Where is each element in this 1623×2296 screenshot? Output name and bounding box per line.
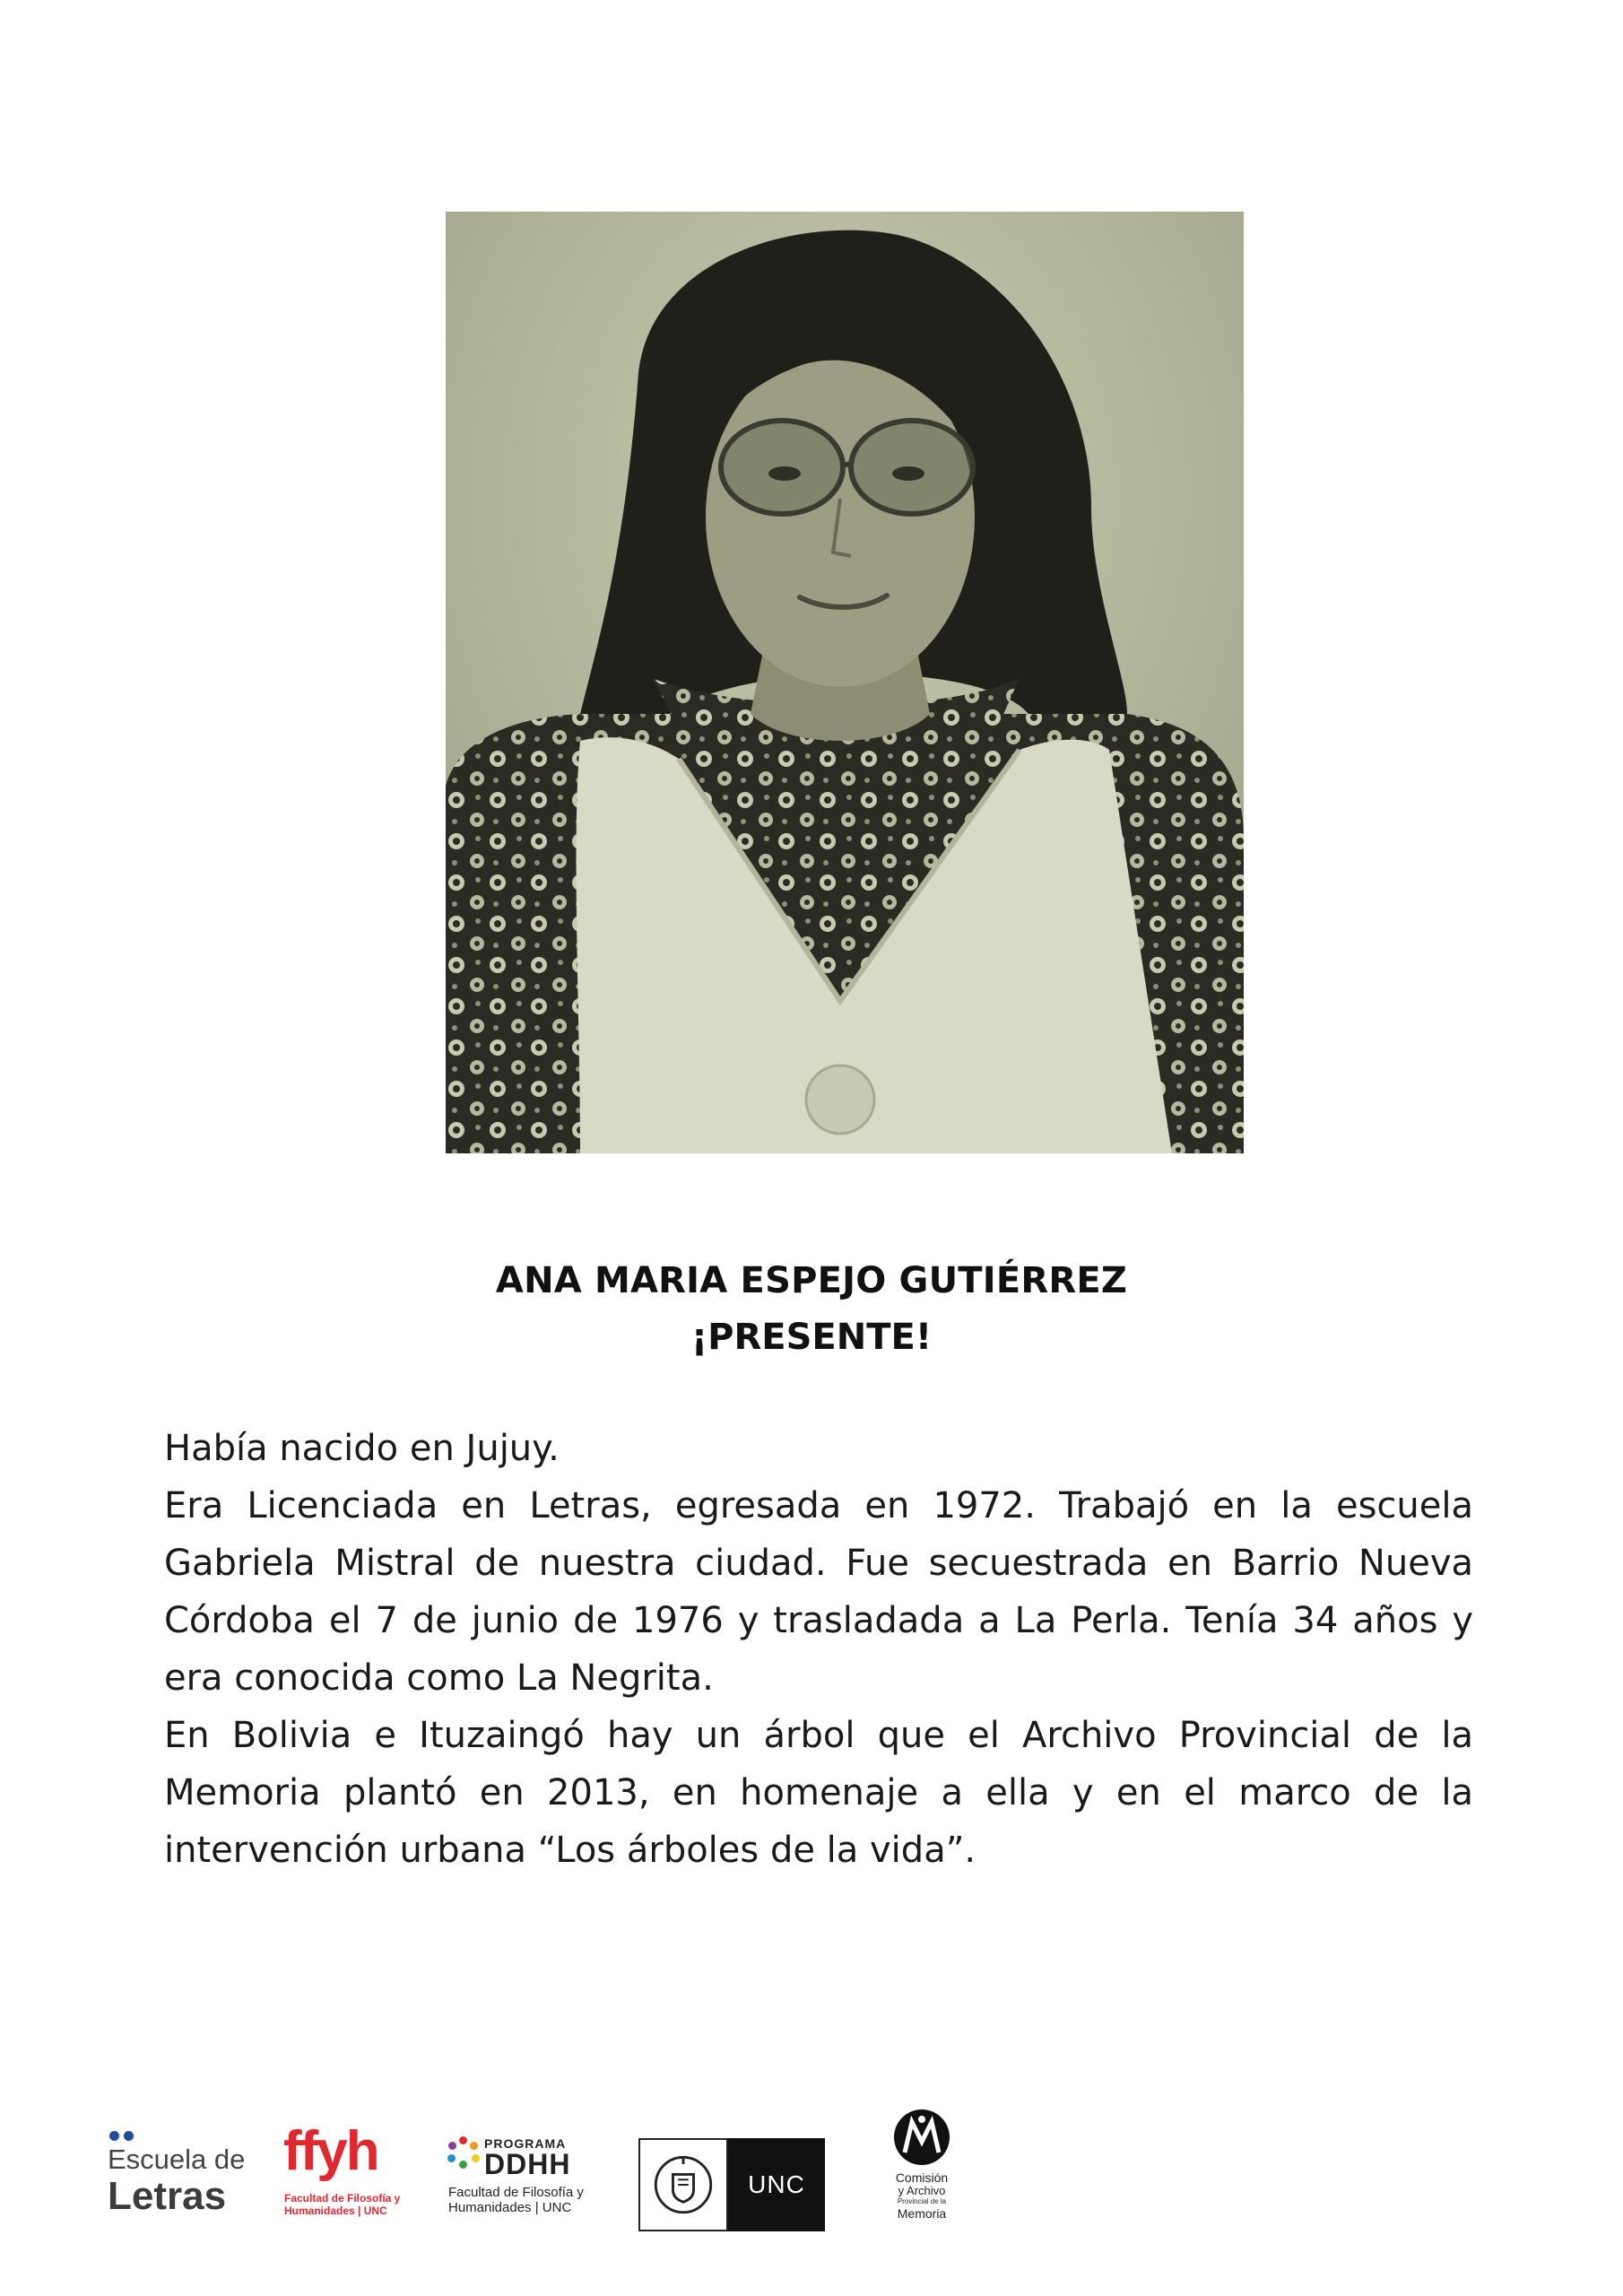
memoria-line2: y Archivo: [898, 2184, 946, 2197]
ffyh-logo: [283, 2120, 409, 2232]
ffyh-logo-mark: ffyh: [283, 2120, 378, 2182]
memoria-line4: Memoria: [897, 2206, 947, 2221]
memoria-line1: Comisión: [895, 2170, 949, 2185]
unc-shield-icon: [638, 2138, 728, 2231]
ddhh-program-label: PROGRAMA: [484, 2136, 567, 2151]
bio-paragraph-tribute: En Bolivia e Ituzaingó hay un árbol que el Archivo Provincial de la Memoria plantó en 2013, en homenaje a ella y en el marco de la intervención urbana “Los árboles de la vida”.: [164, 1715, 1473, 1871]
unc-label: UNC: [728, 2138, 825, 2231]
letras-dots-icon: [109, 2127, 138, 2144]
memoria-line3: Provincial de la: [897, 2197, 947, 2205]
escuela-letras-logo: [108, 2127, 260, 2226]
ddhh-program-logo: [447, 2136, 599, 2226]
ddhh-dots-icon: [447, 2136, 481, 2170]
portrait-image: [446, 212, 1244, 1153]
bio-paragraph-career: Era Licenciada en Letras, egresada en 1972. Trabajó en la escuela Gabriela Mistral de nuestra ciudad. Fue secuestrada en Barrio Nueva Córdoba el 7 de junio de 1976 y trasladada a La Perla. Tenía 34 años y era conocida como La Negrita.: [164, 1485, 1473, 1699]
ddhh-title: DDHH: [484, 2148, 571, 2180]
unc-logo: [638, 2138, 827, 2233]
footer-logos: [0, 2108, 1623, 2242]
presente-heading: ¡PRESENTE!: [690, 1317, 933, 1358]
memoria-archive-logo: [883, 2108, 982, 2242]
bio-paragraph-birthplace: Había nacido en Jujuy.: [164, 1428, 560, 1469]
memoria-emblem-icon: [892, 2108, 951, 2167]
memoria-logo-text: [883, 2170, 960, 2221]
ddhh-subtitle: Facultad de Filosofía y Humanidades | UNC: [448, 2185, 584, 2215]
portrait-photo: [446, 212, 1244, 1153]
letras-logo-line2: Letras: [108, 2174, 227, 2218]
biography-text: [164, 1420, 1473, 1879]
person-name-heading: ANA MARIA ESPEJO GUTIÉRREZ: [495, 1260, 1128, 1301]
letras-logo-line1: Escuela de: [108, 2144, 246, 2175]
ffyh-logo-subtitle: Facultad de Filosofía y Humanidades | UNC: [284, 2192, 401, 2217]
